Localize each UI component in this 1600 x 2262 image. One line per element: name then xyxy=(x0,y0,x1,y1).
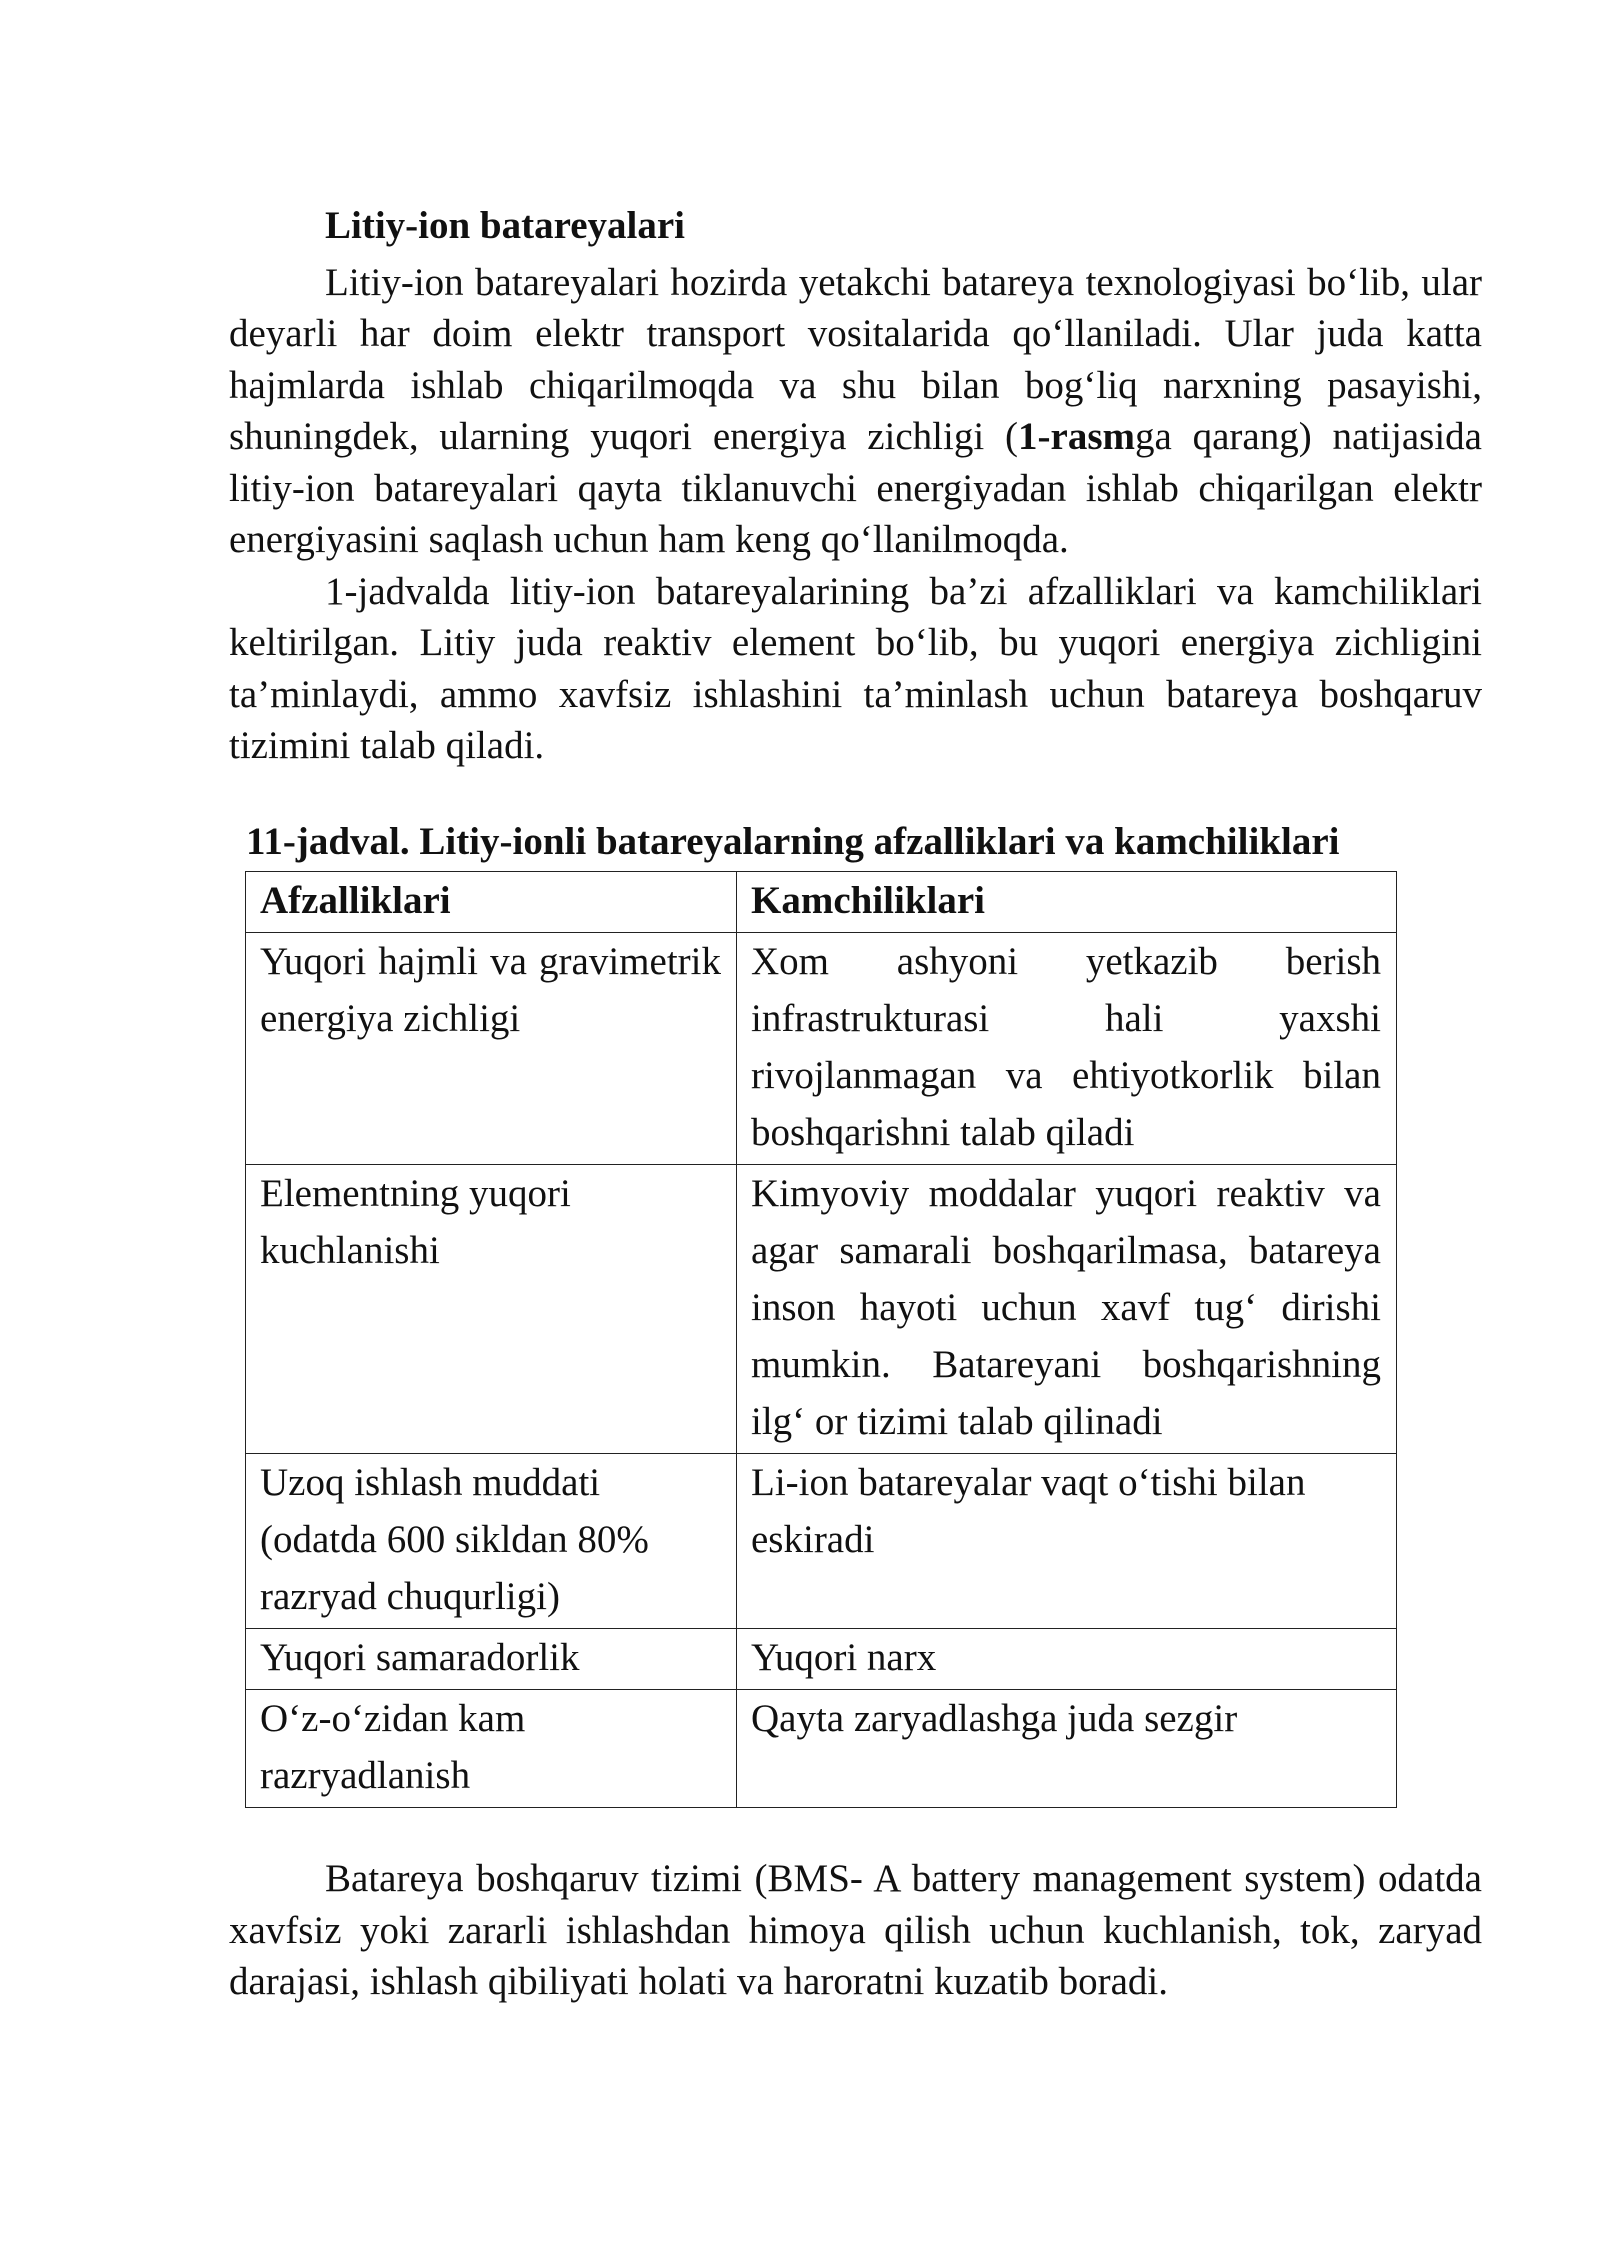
advantage-cell: Uzoq ishlash muddati (odatda 600 sikldan 80% razryad chuqurligi) xyxy=(246,1454,737,1629)
bms-paragraph: Batareya boshqaruv tizimi (BMS- A battery management system) odatda xavfsiz yoki zararli ishlashdan himoya qilish uchun kuchlanish, tok, zaryad darajasi, ishlash qibiliyati holati va haroratni kuzatib boradi. xyxy=(229,1857,1482,2003)
intro-text-b: ga qarang) natijasida litiy-ion batareyalari qayta tiklanuvchi energiyadan ishlab chiqarilgan elektr energiyasini saqlash uchun ham keng qo‘llanilmoqda. xyxy=(229,415,1482,561)
table-row xyxy=(246,1454,1397,1629)
intro-paragraph xyxy=(229,257,1482,566)
header-disadvantages: Kamchiliklari xyxy=(737,872,1397,933)
section-heading: Litiy-ion batareyalari xyxy=(325,204,686,247)
advantage-cell: O‘z-o‘zidan kam razryadlanish xyxy=(246,1690,737,1808)
advantage-cell: Elementning yuqori kuchlanishi xyxy=(246,1165,737,1454)
header-advantages: Afzalliklari xyxy=(246,872,737,933)
pros-cons-table xyxy=(245,871,1397,1808)
disadvantage-cell: Li-ion batareyalar vaqt o‘tishi bilan eskiradi xyxy=(737,1454,1397,1629)
figure-reference: 1-rasm xyxy=(1018,415,1135,458)
table-caption: 11-jadval. Litiy-ionli batareyalarning afzalliklari va kamchiliklari xyxy=(246,819,1340,863)
table-row xyxy=(246,1165,1397,1454)
table-row xyxy=(246,933,1397,1165)
disadvantage-cell: Yuqori narx xyxy=(737,1629,1397,1690)
advantage-cell: Yuqori samaradorlik xyxy=(246,1629,737,1690)
disadvantage-cell: Kimyoviy moddalar yuqori reaktiv va agar samarali boshqarilmasa, batareya inson hayoti uchun xavf tug‘ dirishi mumkin. Batareyani boshqarishning ilg‘ or tizimi talab qilinadi xyxy=(737,1165,1397,1454)
intro-text-a: Litiy-ion batareyalari hozirda yetakchi batareya texnologiyasi bo‘lib, ular deyarli har doim elektr transport vositalarida qo‘llaniladi. Ular juda katta hajmlarda ishlab chiqarilmoqda va shu bilan bog‘liq narxning pasayishi, shuningdek, ularning yuqori energiya zichligi ( xyxy=(229,260,1482,458)
disadvantage-cell: Qayta zaryadlashga juda sezgir xyxy=(737,1690,1397,1808)
table-intro-paragraph: 1-jadvalda litiy-ion batareyalarining ba’zi afzalliklari va kamchiliklari keltirilgan. Litiy juda reaktiv element bo‘lib, bu yuqori energiya zichligini ta’minlaydi, ammo xavfsiz ishlashini ta’minlash uchun batareya boshqaruv tizimini talab qiladi. xyxy=(229,569,1482,767)
table-row xyxy=(246,1690,1397,1808)
table-row xyxy=(246,1629,1397,1690)
disadvantage-cell: Xom ashyoni yetkazib berish infrastrukturasi hali yaxshi rivojlanmagan va ehtiyotkorlik bilan boshqarishni talab qiladi xyxy=(737,933,1397,1165)
document-page xyxy=(229,200,1482,2008)
table-header-row xyxy=(246,872,1397,933)
advantage-cell: Yuqori hajmli va gravimetrik energiya zichligi xyxy=(246,933,737,1165)
